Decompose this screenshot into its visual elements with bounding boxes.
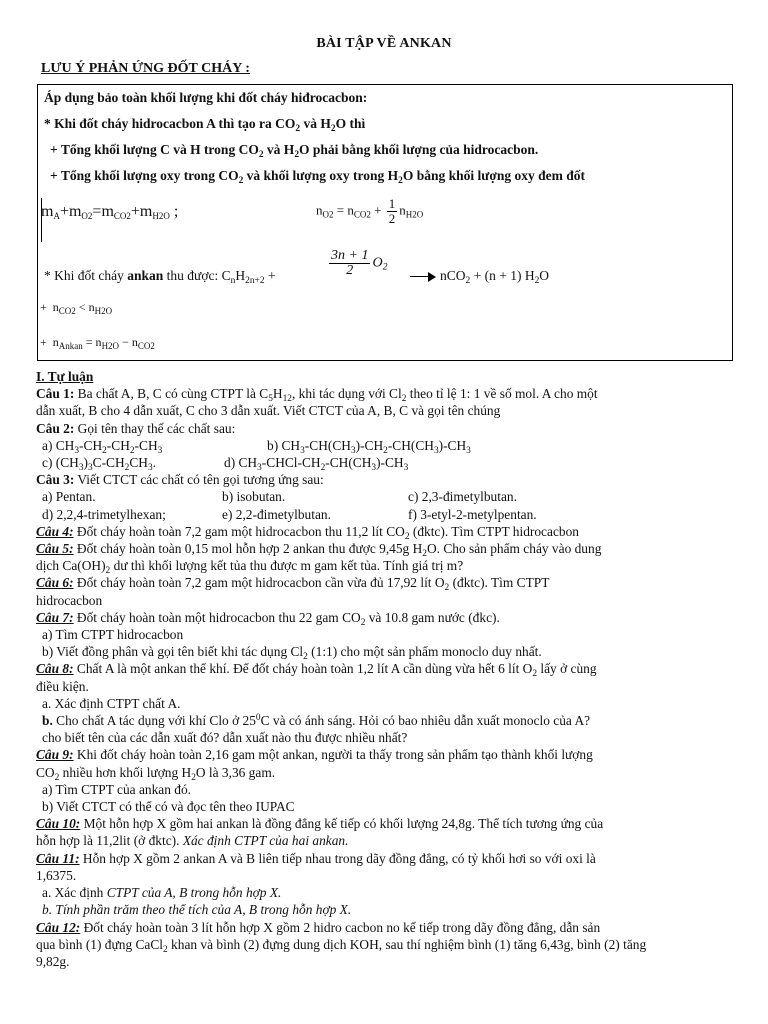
question-11: Câu 11: Hỗn hợp X gồm 2 ankan A và B liên tiếp nhau trong dãy đồng đẳng, có tỷ khối hơi so với oxi là: [36, 850, 596, 866]
question-9-a: a) Tìm CTPT của ankan đó.: [42, 781, 192, 797]
oxygen-coefficient: $\frac{3n + 1}{2}$ $O_2$: [331, 248, 388, 278]
box-line-1: Áp dụng bảo toàn khối lượng khi đốt cháy hiđrocacbon:: [44, 90, 368, 105]
question-6: Câu 6: Đốt cháy hoàn toàn 7,2 gam một hidrocacbon cần vừa đủ 17,92 lít $O_2$ (đktc). Tìm CTPT: [36, 575, 550, 594]
question-7: Câu 7: Đốt cháy hoàn toàn một hidrocacbon thu 22 gam $CO_2$ và 10.8 gam nước (đkc).: [36, 609, 500, 628]
question-9: Câu 9: Khi đốt cháy hoàn toàn 2,16 gam một ankan, người ta thấy trong sản phẩm tạo thành khối lượng: [36, 747, 593, 763]
question-3-row-1: a) Pentan. b) isobutan. c) 2,3-đimetylbutan.: [42, 489, 517, 505]
mass-balance-formula: $m_A+m_{O2}=m_{CO2}+m_{H2O}$ ;: [41, 203, 179, 221]
section-title: I. Tự luận: [36, 369, 94, 384]
question-2-row-2: c) $(CH_3)_3C-CH_2CH_3$. d) $CH_3-CHCl-CH_2-CH(CH_3)-CH_3$: [42, 455, 409, 474]
question-2: Câu 2: Gọi tên thay thế các chất sau:: [36, 420, 236, 436]
question-1: Câu 1: Ba chất A, B, C có cùng CTPT là $C_5H_{12}$, khi tác dụng với $Cl_2$ theo tỉ lệ 1: 1 về số mol. A cho một: [36, 386, 598, 405]
exercise-content: [36, 368, 736, 970]
reaction-arrow-icon: [410, 272, 436, 282]
box-line-4: + Tổng khối lượng oxy trong $CO_2$ và khối lượng oxy trong $H_2O$ bằng khối lượng oxy đem đốt: [50, 168, 585, 186]
combustion-note-heading: LƯU Ý PHẢN ỨNG ĐỐT CHÁY :: [41, 61, 250, 76]
question-12-cont: qua bình (1) đựng CaCl$_2$ khan và bình (2) đựng dung dịch KOH, sau thí nghiệm bình (1) tăng 6,43g, bình (2) tăng: [36, 936, 647, 955]
question-5: Câu 5: Đốt cháy hoàn toàn 0,15 mol hỗn hợp 2 ankan thu được 9,45g $H_2O$. Cho sản phẩm cháy vào dung: [36, 541, 602, 560]
ankan-products: nCO$_2$ + (n + 1) $H_2O$: [406, 268, 549, 284]
question-11-b: b. Tính phần trăm theo thể tích của A, B trong hỗn hợp X.: [42, 902, 352, 918]
question-8-cont: điều kiện.: [36, 678, 89, 694]
combustion-note-box: [37, 84, 733, 361]
question-6-cont: hidrocacbon: [36, 592, 103, 608]
question-3: Câu 3: Viết CTCT các chất có tên gọi tương ứng sau:: [36, 472, 324, 488]
formula-bar: [41, 198, 42, 242]
question-8-b: b. Cho chất A tác dụng với khí Clo ở $25^0C$ và có ánh sáng. Hỏi có bao nhiêu dẫn xuất monoclo của A?: [42, 713, 591, 729]
ankan-combustion-line: * Khi đốt cháy ankan thu được: $C_nH_{2n+2}$ +: [44, 268, 276, 286]
question-9-cont: $CO_2$ nhiều hơn khối lượng $H_2O$ là 3,36 gam.: [36, 764, 276, 783]
question-4: Câu 4: Đốt cháy hoàn toàn 7,2 gam một hidrocacbon thu 11,2 lít $CO_2$ (đktc). Tìm CTPT hidrocacbon: [36, 523, 579, 542]
question-7-a: a) Tìm CTPT hidrocacbon: [42, 627, 184, 643]
question-2-row-1: a) $CH_3-CH_2-CH_2-CH_3$ b) $CH_3-CH(CH_3)-CH_2-CH(CH_3)-CH_3$: [42, 437, 471, 456]
question-10-cont: hỗn hợp là 11,2lit (ở đktc). Xác định CTPT của hai ankan.: [36, 833, 349, 849]
question-8-a: a. Xác định CTPT chất A.: [42, 695, 181, 711]
question-1-cont: dẫn xuất, B cho 4 dẫn xuất, C cho 3 dẫn xuất. Viết CTCT của A, B, C và gọi tên chúng: [36, 403, 501, 419]
oxygen-mole-formula: $n_{O2} = n_{CO2}$ + $\frac{1}{2}$ $n_{H2O}$: [316, 196, 424, 226]
question-11-a: a. Xác định CTPT của A, B trong hỗn hợp X.: [42, 885, 282, 901]
question-11-cont: 1,6375.: [36, 867, 77, 883]
question-8-b-cont: cho biết tên của các dẫn xuất đó? dẫn xuất nào thu được nhiều nhất?: [42, 730, 408, 746]
question-3-row-2: d) 2,2,4-trimetylhexan; e) 2,2-đimetylbutan. f) 3-etyl-2-metylpentan.: [42, 506, 537, 522]
question-8: Câu 8: Chất A là một ankan thể khí. Để đốt cháy hoàn toàn 1,2 lít A cần dùng vừa hết 6 lít $O_2$ lấy ở cùng: [36, 661, 597, 680]
box-line-3: + Tổng khối lượng C và H trong $CO_2$ và $H_2O$ phải bằng khối lượng của hidrocacbon.: [50, 142, 539, 160]
document-title: BÀI TẬP VỀ ANKAN: [316, 36, 452, 51]
question-12: Câu 12: Đốt cháy hoàn toàn 3 lít hỗn hợp X gồm 2 hidro cacbon no kế tiếp trong dãy đồng đẳng, dẫn sản: [36, 919, 601, 935]
question-10: Câu 10: Một hỗn hợp X gồm hai ankan là đồng đẳng kế tiếp có khối lượng 24,8g. Thể tích tương ứng của: [36, 816, 604, 832]
co2-less-than-h2o: + $n_{CO2} < n_{H2O}$: [40, 300, 113, 316]
question-9-b: b) Viết CTCT có thể có và đọc tên theo IUPAC: [42, 799, 295, 815]
ankan-mole-formula: + $n_{Ankan} = n_{H2O} - n_{CO2}$: [40, 335, 155, 351]
question-12-cont-2: 9,82g.: [36, 953, 70, 969]
question-5-cont: dịch $Ca(OH)_2$ dư thì khối lượng kết tủa thu được m gam kết tủa. Tính giá trị m?: [36, 558, 464, 577]
box-line-2: * Khi đốt cháy hidrocacbon A thì tạo ra $CO_2$ và $H_2O$ thì: [44, 116, 366, 134]
question-7-b: b) Viết đồng phân và gọi tên biết khi tác dụng $Cl_2$ (1:1) cho một sản phẩm monoclo duy nhất.: [42, 644, 542, 663]
